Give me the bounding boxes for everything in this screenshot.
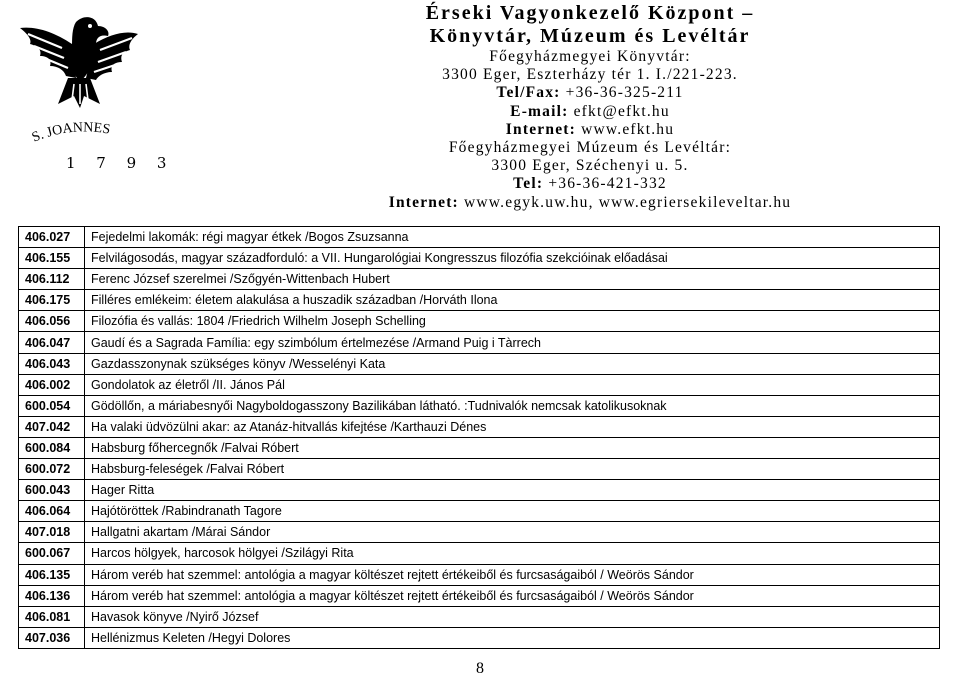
- catalog-title: Habsburg-feleségek /Falvai Róbert: [85, 459, 940, 480]
- museum-tel: [370, 175, 810, 193]
- catalog-code: 407.018: [19, 522, 85, 543]
- table-row: [19, 437, 940, 458]
- svg-text:S. JOANNES: [30, 120, 111, 145]
- library-address: 3300 Eger, Eszterházy tér 1. I./221-223.: [442, 66, 738, 84]
- catalog-title: Fejedelmi lakomák: régi magyar étkek /Bogos Zsuzsanna: [85, 227, 940, 248]
- eagle-icon: [14, 4, 144, 154]
- catalog-title: Három veréb hat szemmel: antológia a magyar költészet rejtett értékeiből és furcsaságaiból / Weörös Sándor: [85, 585, 940, 606]
- table-row: [19, 501, 940, 522]
- tel-value: +36-36-421-332: [548, 175, 667, 193]
- internet-value[interactable]: www.efkt.hu: [581, 120, 675, 138]
- catalog-title: Gazdasszonynak szükséges könyv /Wesselényi Kata: [85, 353, 940, 374]
- table-row: [19, 480, 940, 501]
- table-row: [19, 564, 940, 585]
- table-row: [19, 353, 940, 374]
- catalog-code: 406.155: [19, 248, 85, 269]
- table-row: [19, 459, 940, 480]
- table-row: [19, 627, 940, 648]
- catalog-code: 600.067: [19, 543, 85, 564]
- table-row: [19, 522, 940, 543]
- table-row: [19, 374, 940, 395]
- catalog-code: 406.002: [19, 374, 85, 395]
- table-row: [19, 585, 940, 606]
- catalog-code: 406.135: [19, 564, 85, 585]
- library-email: [370, 103, 810, 121]
- logo-year: 1 7 9 3: [66, 154, 175, 172]
- table-row: [19, 269, 940, 290]
- catalog-title: Ferenc József szerelmei /Szőgyén-Wittenbach Hubert: [85, 269, 940, 290]
- catalog-title: Hager Ritta: [85, 480, 940, 501]
- table-row: [19, 416, 940, 437]
- catalog-table: [18, 226, 940, 649]
- catalog-code: 406.081: [19, 606, 85, 627]
- page-number: 8: [476, 660, 484, 677]
- catalog-table-body: [19, 227, 940, 649]
- table-row: [19, 248, 940, 269]
- catalog-code: 406.175: [19, 290, 85, 311]
- catalog-title: Ha valaki üdvözülni akar: az Atanáz-hitvallás kifejtése /Karthauzi Dénes: [85, 416, 940, 437]
- catalog-title: Havasok könyve /Nyirő József: [85, 606, 940, 627]
- library-telfax: [370, 84, 810, 102]
- table-row: [19, 332, 940, 353]
- catalog-title: Hajótöröttek /Rabindranath Tagore: [85, 501, 940, 522]
- table-row: [19, 290, 940, 311]
- email-value[interactable]: efkt@efkt.hu: [573, 102, 670, 120]
- tel-label: Tel:: [513, 175, 544, 193]
- telfax-label: Tel/Fax:: [496, 84, 561, 102]
- catalog-title: Gaudí és a Sagrada Família: egy szimbólum értelmezése /Armand Puig i Tàrrech: [85, 332, 940, 353]
- table-row: [19, 311, 940, 332]
- organization-name-line1: Érseki Vagyonkezelő Központ –: [425, 2, 755, 24]
- internet-label: Internet:: [388, 193, 459, 211]
- organization-name-line2: Könyvtár, Múzeum és Levéltár: [429, 25, 751, 47]
- internet-value[interactable]: www.egyk.uw.hu, www.egriersekileveltar.hu: [464, 193, 792, 211]
- catalog-code: 406.136: [19, 585, 85, 606]
- letterhead: [370, 2, 810, 212]
- catalog-title: Gondolatok az életről /II. János Pál: [85, 374, 940, 395]
- table-row: [19, 543, 940, 564]
- catalog-title: Filléres emlékeim: életem alakulása a huszadik században /Horváth Ilona: [85, 290, 940, 311]
- table-row: [19, 227, 940, 248]
- catalog-code: 600.054: [19, 395, 85, 416]
- table-row: [19, 606, 940, 627]
- catalog-title: Hellénizmus Keleten /Hegyi Dolores: [85, 627, 940, 648]
- catalog-code: 600.043: [19, 480, 85, 501]
- catalog-title: Hallgatni akartam /Márai Sándor: [85, 522, 940, 543]
- catalog-title: Harcos hölgyek, harcosok hölgyei /Szilágyi Rita: [85, 543, 940, 564]
- library-title: Főegyházmegyei Könyvtár:: [489, 48, 691, 65]
- museum-title: Főegyházmegyei Múzeum és Levéltár:: [448, 139, 732, 157]
- catalog-code: 407.036: [19, 627, 85, 648]
- museum-address: 3300 Eger, Széchenyi u. 5.: [491, 157, 689, 175]
- logo: [14, 4, 175, 174]
- catalog-title: Habsburg főhercegnők /Falvai Róbert: [85, 437, 940, 458]
- catalog-code: 600.072: [19, 459, 85, 480]
- catalog-code: 406.112: [19, 269, 85, 290]
- internet-label: Internet:: [505, 120, 576, 138]
- catalog-title: Felvilágosodás, magyar századforduló: a VII. Hungarológiai Kongresszus filozófia szekcióinak előadásai: [85, 248, 940, 269]
- museum-internet: [370, 194, 810, 212]
- catalog-title: Gödöllőn, a máriabesnyői Nagyboldogasszony Bazilikában látható. :Tudnivalók nemcsak katolikusoknak: [85, 395, 940, 416]
- catalog-code: 406.064: [19, 501, 85, 522]
- catalog-title: Három veréb hat szemmel: antológia a magyar költészet rejtett értékeiből és furcsaságaiból / Weörös Sándor: [85, 564, 940, 585]
- email-label: E-mail:: [510, 102, 569, 120]
- library-internet: [370, 121, 810, 139]
- telfax-value: +36-36-325-211: [565, 84, 684, 102]
- catalog-code: 406.056: [19, 311, 85, 332]
- catalog-code: 406.047: [19, 332, 85, 353]
- catalog-title: Filozófia és vallás: 1804 /Friedrich Wilhelm Joseph Schelling: [85, 311, 940, 332]
- catalog-code: 407.042: [19, 416, 85, 437]
- table-row: [19, 395, 940, 416]
- catalog-code: 406.043: [19, 353, 85, 374]
- logo-motto: S. JOANNES: [29, 120, 112, 146]
- catalog-code: 600.084: [19, 437, 85, 458]
- catalog-code: 406.027: [19, 227, 85, 248]
